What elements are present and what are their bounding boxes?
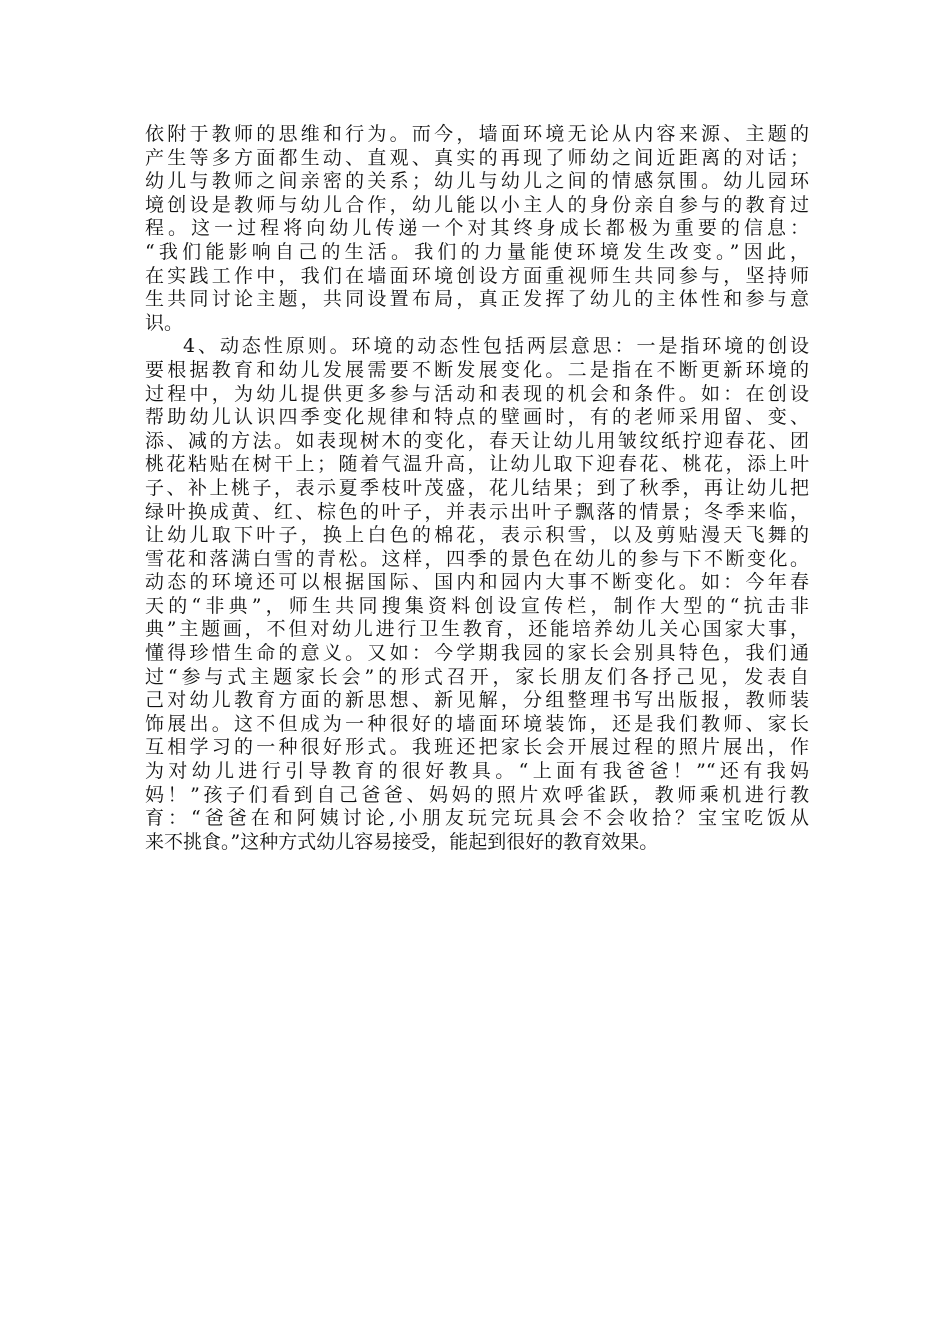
paragraph-1 — [145, 123, 809, 335]
text-line: 典”主题画，不但对幼儿进行卫生教育，还能培养幼儿关心国家大事， — [145, 618, 809, 641]
text-line: 来不挑食。”这种方式幼儿容易接受，能起到很好的教育效果。 — [145, 830, 659, 853]
text-line: 幼儿与教师之间亲密的关系；幼儿与幼儿之间的情感氛围。幼儿园环 — [145, 170, 809, 193]
text-line: 让幼儿取下叶子，换上白色的棉花，表示积雪，以及剪贴漫天飞舞的 — [145, 524, 809, 547]
text-line: 天的“非典”，师生共同搜集资料创设宣传栏，制作大型的“抗击非 — [145, 594, 809, 617]
text-line: 桃花粘贴在树干上；随着气温升高，让幼儿取下迎春花、桃花，添上叶 — [145, 453, 809, 476]
text-line: 在实践工作中，我们在墙面环境创设方面重视师生共同参与，坚持师 — [145, 264, 809, 287]
text-line: 懂得珍惜生命的意义。又如：今学期我园的家长会别具特色，我们通 — [145, 642, 809, 665]
body-text — [145, 123, 809, 854]
text-line: 添、减的方法。如表现树木的变化，春天让幼儿用皱纹纸拧迎春花、团 — [145, 429, 809, 452]
text-line: 识。 — [145, 311, 184, 334]
text-line: 产生等多方面都生动、直观、真实的再现了师幼之间近距离的对话； — [145, 146, 809, 169]
text-line: 依附于教师的思维和行为。而今，墙面环境无论从内容来源、主题的 — [145, 123, 809, 145]
text-line: 过“参与式主题家长会”的形式召开，家长朋友们各抒己见，发表自 — [145, 665, 809, 688]
text-line: 子、补上桃子，表示夏季枝叶茂盛，花儿结果；到了秋季，再让幼儿把 — [145, 476, 809, 499]
text-line: 妈！”孩子们看到自己爸爸、妈妈的照片欢呼雀跃，教师乘机进行教 — [145, 783, 809, 806]
paragraph-2 — [145, 335, 809, 854]
text-line: 境创设是教师与幼儿合作，幼儿能以小主人的身份亲自参与的教育过 — [145, 193, 809, 216]
text-line: 为对幼儿进行引导教育的很好教具。“上面有我爸爸！”“还有我妈 — [145, 760, 809, 783]
text-line: 帮助幼儿认识四季变化规律和特点的壁画时，有的老师采用留、变、 — [145, 406, 809, 429]
text-line: 4、动态性原则。环境的动态性包括两层意思：一是指环境的创设 — [183, 335, 809, 358]
text-line: 要根据教育和幼儿发展需要不断发展变化。二是指在不断更新环境的 — [145, 358, 809, 381]
text-line: 过程中，为幼儿提供更多参与活动和表现的机会和条件。如：在创设 — [145, 382, 809, 405]
text-line: 生共同讨论主题，共同设置布局，真正发挥了幼儿的主体性和参与意 — [145, 288, 809, 311]
text-line: 互相学习的一种很好形式。我班还把家长会开展过程的照片展出，作 — [145, 736, 809, 759]
text-line: “我们能影响自己的生活。我们的力量能使环境发生改变。”因此， — [145, 240, 809, 263]
text-line: 雪花和落满白雪的青松。这样，四季的景色在幼儿的参与下不断变化。 — [145, 547, 809, 570]
text-line: 动态的环境还可以根据国际、国内和园内大事不断变化。如：今年春 — [145, 571, 809, 594]
text-line: 己对幼儿教育方面的新思想、新见解，分组整理书写出版报，教师装 — [145, 689, 809, 712]
text-line: 绿叶换成黄、红、棕色的叶子，并表示出叶子飘落的情景；冬季来临， — [145, 500, 809, 523]
text-line: 育：“爸爸在和阿姨讨论,小朋友玩完玩具会不会收拾？宝宝吃饭从 — [145, 807, 809, 830]
text-line: 程。这一过程将向幼儿传递一个对其终身成长都极为重要的信息： — [145, 217, 809, 240]
text-line: 饰展出。这不但成为一种很好的墙面环境装饰，还是我们教师、家长 — [145, 712, 809, 735]
